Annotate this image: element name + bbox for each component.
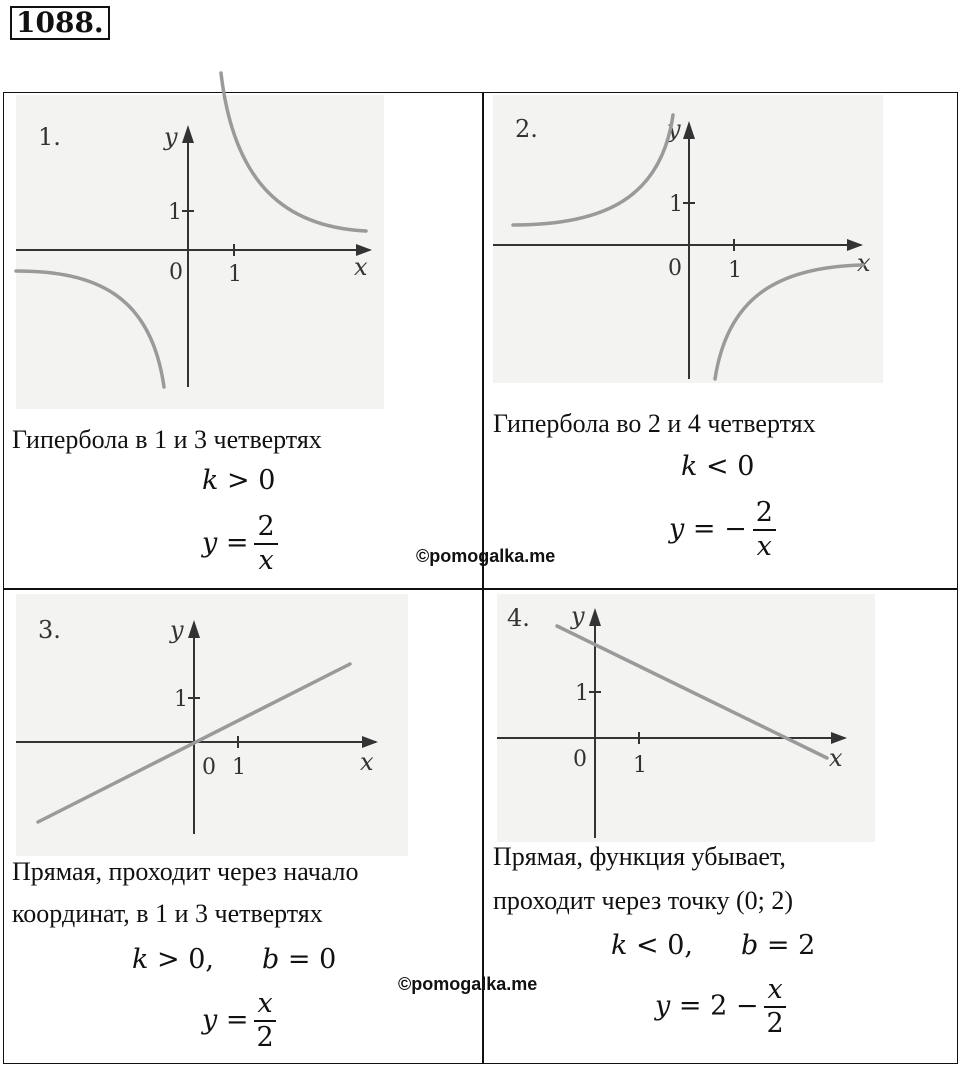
description-line: Прямая, функция убывает, xyxy=(493,842,786,871)
x-axis-label: x xyxy=(360,748,374,776)
graph-4 xyxy=(497,594,875,842)
graph-3 xyxy=(16,594,408,856)
y-axis-arrow-icon xyxy=(683,121,695,139)
hyperbola-branch-q3 xyxy=(16,271,164,387)
y-tick-label: 1 xyxy=(575,681,589,706)
y-axis-label: y xyxy=(164,123,178,151)
description-line: Прямая, проходит через начало xyxy=(12,857,359,886)
y-axis-arrow-icon xyxy=(182,125,194,143)
origin-label: 0 xyxy=(202,755,216,780)
panel-4 xyxy=(483,590,959,1065)
answer-table xyxy=(3,92,958,1064)
x-axis-label: x xyxy=(857,249,871,277)
x-tick-label: 1 xyxy=(633,753,647,778)
watermark: ©pomogalka.me xyxy=(398,974,538,994)
x-tick-label: 1 xyxy=(728,258,742,283)
description-line: Гипербола во 2 и 4 четвертях xyxy=(493,409,816,438)
x-tick-label: 1 xyxy=(232,755,246,780)
description-line: Гипербола в 1 и 3 четвертях xyxy=(12,425,322,454)
k-b-condition: k < 0, b = 2 xyxy=(611,930,816,961)
origin-label: 0 xyxy=(169,260,183,285)
k-condition: k < 0 xyxy=(681,451,755,482)
fraction: $\frac{x}{2}$ xyxy=(764,974,785,1040)
formula: y = 2 − $\frac{x}{2}$ xyxy=(655,974,786,1040)
graph-label: 3. xyxy=(38,616,61,644)
k-b-condition: k > 0, b = 0 xyxy=(132,944,337,975)
x-tick-label: 1 xyxy=(228,262,242,287)
graph-label: 4. xyxy=(507,604,530,632)
k-condition: k > 0 xyxy=(202,465,276,496)
problem-number: 1088. xyxy=(10,6,110,40)
watermark: ©pomogalka.me xyxy=(416,546,556,566)
y-axis-label: y xyxy=(667,115,681,143)
fraction: $\frac{2}{x}$ xyxy=(254,511,277,577)
y-tick-label: 1 xyxy=(168,200,182,225)
x-axis-label: x xyxy=(354,253,368,281)
y-tick-label: 1 xyxy=(174,687,188,712)
y-axis-label: y xyxy=(170,616,184,644)
y-axis-arrow-icon xyxy=(589,608,601,626)
x-axis-arrow-icon xyxy=(362,736,378,748)
x-axis-arrow-icon xyxy=(831,732,847,744)
description-line: проходит через точку (0; 2) xyxy=(493,886,794,915)
panel-1 xyxy=(4,93,482,588)
fraction: $\frac{2}{x}$ xyxy=(753,497,776,563)
origin-label: 0 xyxy=(573,747,587,772)
formula: y = − $\frac{2}{x}$ xyxy=(669,497,776,563)
x-axis-label: x xyxy=(829,744,843,772)
y-tick-label: 1 xyxy=(669,192,683,217)
y-axis-label: y xyxy=(571,602,585,630)
graph-label: 2. xyxy=(515,115,538,143)
graph-1 xyxy=(16,95,384,409)
graph-label: 1. xyxy=(38,123,61,151)
panel-2 xyxy=(483,93,959,588)
fraction: $\frac{x}{2}$ xyxy=(254,988,275,1054)
description-line: координат, в 1 и 3 четвертях xyxy=(12,899,323,928)
hyperbola-branch-q1 xyxy=(221,73,366,231)
formula: y = $\frac{2}{x}$ xyxy=(202,511,278,577)
graph-2 xyxy=(493,95,883,383)
formula: y = $\frac{x}{2}$ xyxy=(202,988,276,1054)
y-axis-arrow-icon xyxy=(188,620,200,638)
origin-label: 0 xyxy=(668,256,682,281)
